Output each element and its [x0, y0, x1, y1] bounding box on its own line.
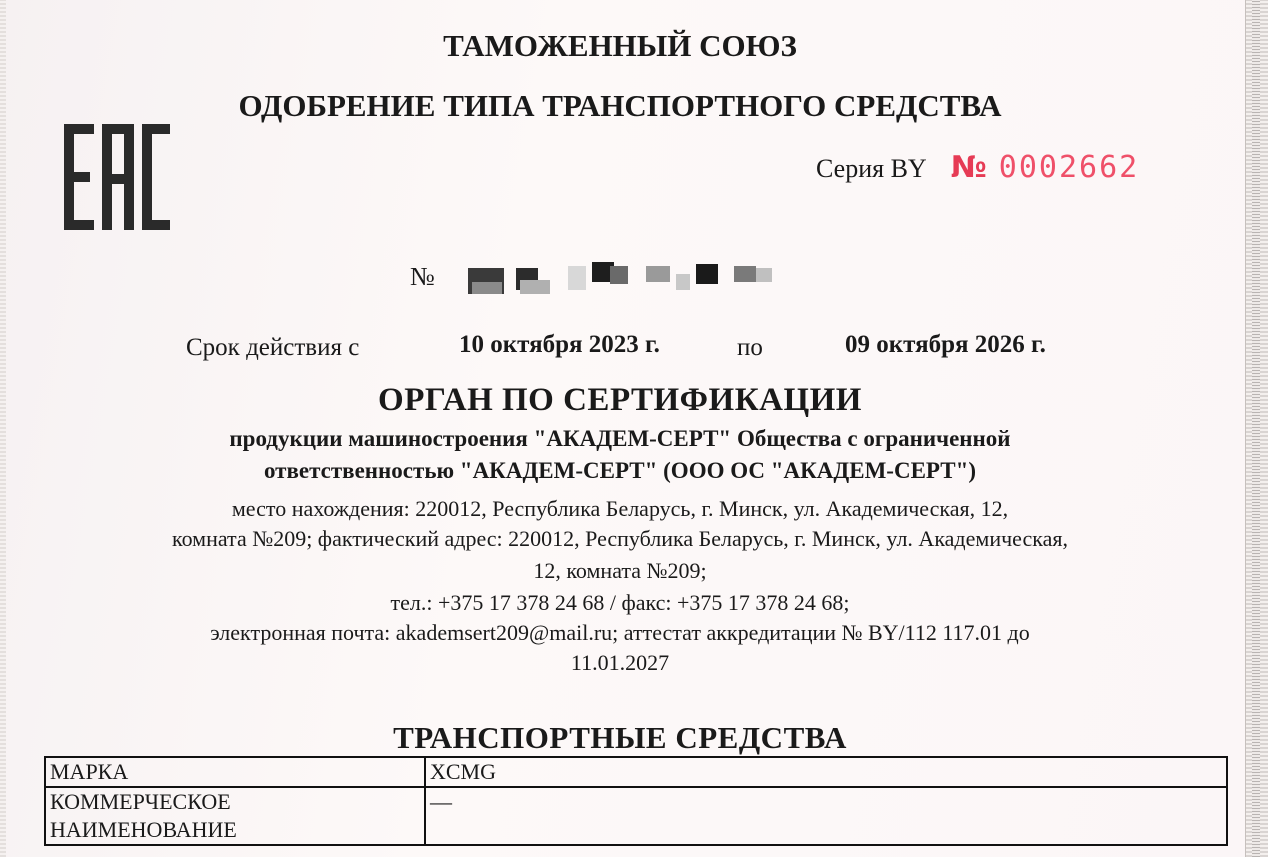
vehicle-spec-table — [44, 756, 1228, 846]
address-line-1: место нахождения: 220012, Республика Беларусь, г. Минск, ул. Академическая, 12, — [231, 496, 1009, 521]
certification-body-title: ОРГАН ПО СЕРТИФИКАЦИИ — [378, 382, 862, 418]
spec-value: — — [425, 787, 1227, 845]
series-line — [816, 150, 1139, 185]
address-line-4: тел.: +375 17 378 24 68 / факс: +375 17 378 24 68; — [390, 590, 850, 615]
address-line-6: 11.01.2027 — [570, 650, 670, 675]
eac-logo — [62, 124, 172, 230]
validity-from-label: Срок действия с — [186, 334, 360, 361]
vehicles-title: ТРАНСПОРТНЫЕ СРЕДСТВА — [393, 720, 847, 755]
series-label: Серия BY — [816, 154, 927, 183]
certification-body-name-line-2: ответственностью "АКАДЕМ-СЕРТ" (ООО ОС "АКАДЕМ-СЕРТ") — [263, 458, 977, 483]
union-title: ТАМОЖЕННЫЙ СОЮЗ — [443, 28, 797, 63]
address-line-5: электронная почта: akademsert209@mail.ru; аттестат аккредитации № BY/112 117.01 до — [210, 620, 1030, 645]
spec-label: КОММЕРЧЕСКОЕ НАИМЕНОВАНИЕ — [45, 787, 425, 845]
document-type-title: ОДОБРЕНИЕ ТИПА ТРАНСПОРТНОГО СРЕДСТВА — [238, 88, 1002, 123]
validity-date-to: 09 октября 2026 г. — [845, 331, 1046, 358]
table-row — [45, 787, 1227, 845]
spec-value: XCMG — [425, 757, 1227, 787]
address-line-3: 12, комната №209; — [533, 558, 707, 583]
series-number: 0002662 — [998, 150, 1140, 185]
table-row — [45, 757, 1227, 787]
certification-body-name-line-1: продукции машиностроения "АКАДЕМ-СЕРТ" Общества с ограниченной — [229, 426, 1011, 451]
document-number-label: № — [410, 262, 435, 291]
validity-line — [186, 334, 359, 362]
series-number-sign: № — [950, 150, 987, 185]
redacted-document-number — [462, 258, 782, 302]
address-line-2: комната №209; фактический адрес: 220012, Республика Беларусь, г. Минск, ул. Академическая, — [172, 526, 1068, 551]
spec-label: МАРКА — [45, 757, 425, 787]
right-security-border — [1245, 0, 1268, 857]
validity-date-from: 10 октября 2023 г. — [459, 331, 660, 358]
validity-to-label: по — [737, 334, 763, 361]
